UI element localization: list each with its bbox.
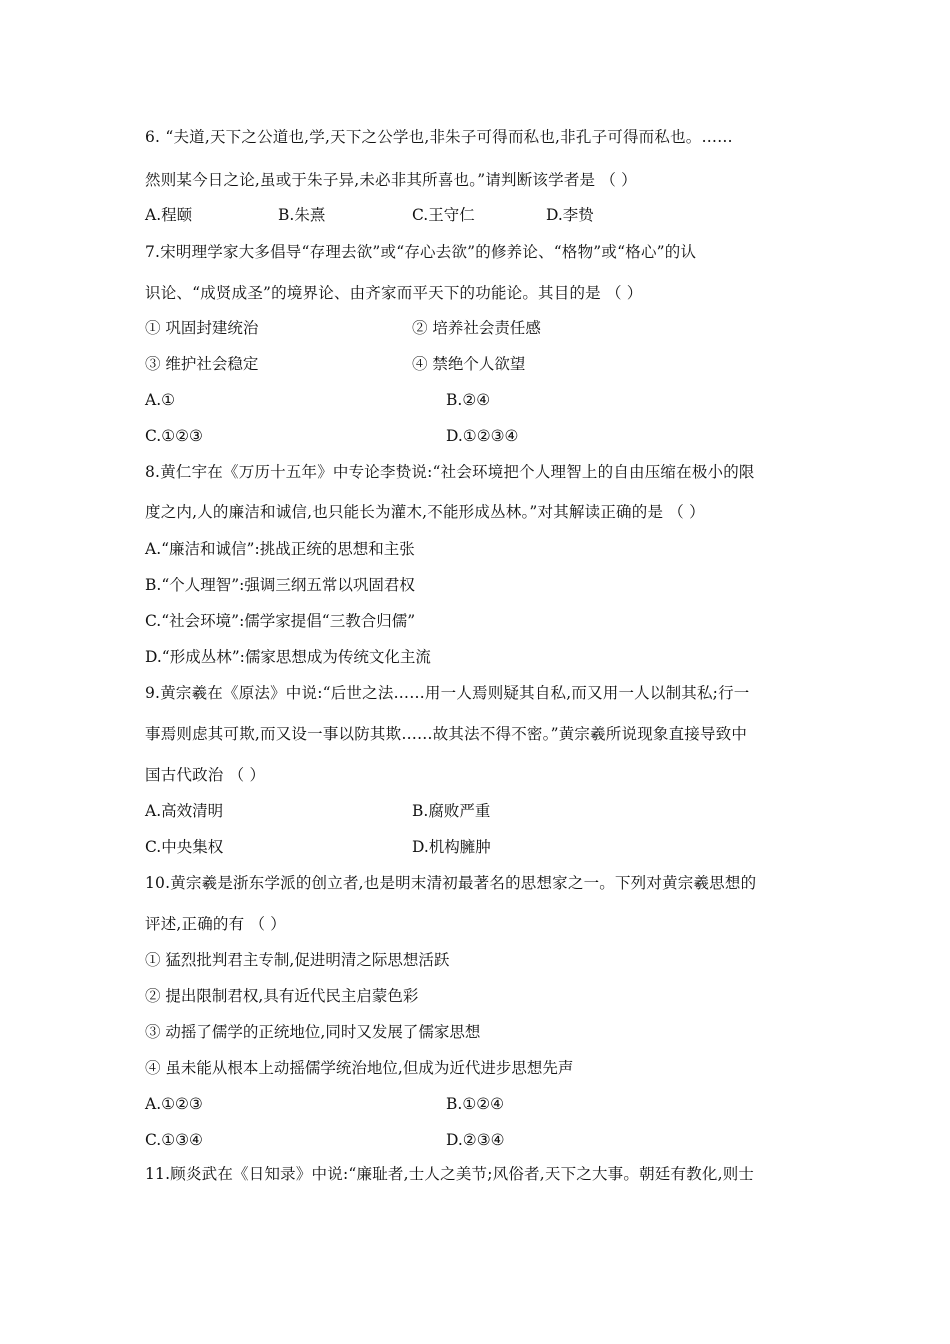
q7-item-1: ① 巩固封建统治	[145, 319, 259, 337]
q9-stem-line1: 9.黄宗羲在《原法》中说:“后世之法……用一人焉则疑其自私,而又用一人以制其私;行一	[145, 684, 750, 702]
q6-option-b: B.朱熹	[278, 206, 326, 224]
q7-stem-line1: 7.宋明理学家大多倡导“存理去欲”或“存心去欲”的修养论、“格物”或“格心”的认	[145, 243, 697, 261]
q10-item-2: ② 提出限制君权,具有近代民主启蒙色彩	[145, 987, 419, 1005]
q7-option-c: C.①②③	[145, 427, 203, 445]
q10-stem-line1: 10.黄宗羲是浙东学派的创立者,也是明末清初最著名的思想家之一。下列对黄宗羲思想的	[145, 874, 757, 892]
q10-item-3: ③ 动摇了儒学的正统地位,同时又发展了儒家思想	[145, 1023, 481, 1041]
q6-option-d: D.李贽	[546, 206, 594, 224]
q6-option-a: A.程颐	[145, 206, 193, 224]
q6-option-c: C.王守仁	[412, 206, 475, 224]
q7-item-2: ② 培养社会责任感	[412, 319, 541, 337]
q9-option-c: C.中央集权	[145, 838, 224, 856]
q11-stem-line1: 11.顾炎武在《日知录》中说:“廉耻者,士人之美节;风俗者,天下之大事。朝廷有教化,则士	[145, 1165, 755, 1183]
q7-option-b: B.②④	[446, 391, 491, 409]
q10-option-d: D.②③④	[446, 1131, 505, 1149]
q9-stem-line3: 国古代政治 （ ）	[145, 766, 266, 784]
q10-option-c: C.①③④	[145, 1131, 203, 1149]
q10-option-b: B.①②④	[446, 1095, 505, 1113]
q6-stem-line2: 然则某今日之论,虽或于朱子异,未必非其所喜也。”请判断该学者是 （ ）	[145, 171, 637, 189]
q8-stem-line1: 8.黄仁宇在《万历十五年》中专论李贽说:“社会环境把个人理智上的自由压缩在极小的限	[145, 463, 755, 481]
q9-stem-line2: 事焉则虑其可欺,而又设一事以防其欺……故其法不得不密。”黄宗羲所说现象直接导致中	[145, 725, 748, 743]
q9-option-a: A.高效清明	[145, 802, 224, 820]
q7-item-4: ④ 禁绝个人欲望	[412, 355, 526, 373]
q8-stem-line2: 度之内,人的廉洁和诚信,也只能长为灌木,不能形成丛林。”对其解读正确的是 （ ）	[145, 503, 705, 521]
q6-stem-line1: 6. “夫道,天下之公道也,学,天下之公学也,非朱子可得而私也,非孔子可得而私也。……	[145, 128, 733, 146]
q7-item-3: ③ 维护社会稳定	[145, 355, 259, 373]
q10-stem-line2: 评述,正确的有 （ ）	[145, 915, 286, 933]
q8-option-b: B.“个人理智”:强调三纲五常以巩固君权	[145, 576, 415, 594]
q8-option-c: C.“社会环境”:儒学家提倡“三教合归儒”	[145, 612, 416, 630]
q10-item-4: ④ 虽未能从根本上动摇儒学统治地位,但成为近代进步思想先声	[145, 1059, 574, 1077]
q8-option-a: A.“廉洁和诚信”:挑战正统的思想和主张	[145, 540, 415, 558]
q7-option-a: A.①	[145, 391, 176, 409]
q9-option-b: B.腐败严重	[412, 802, 491, 820]
q7-stem-line2: 识论、“成贤成圣”的境界论、由齐家而平天下的功能论。其目的是 （ ）	[145, 284, 643, 302]
q8-option-d: D.“形成丛林”:儒家思想成为传统文化主流	[145, 648, 431, 666]
q9-option-d: D.机构臃肿	[412, 838, 491, 856]
q10-option-a: A.①②③	[145, 1095, 203, 1113]
q7-option-d: D.①②③④	[446, 427, 519, 445]
q10-item-1: ① 猛烈批判君主专制,促进明清之际思想活跃	[145, 951, 450, 969]
